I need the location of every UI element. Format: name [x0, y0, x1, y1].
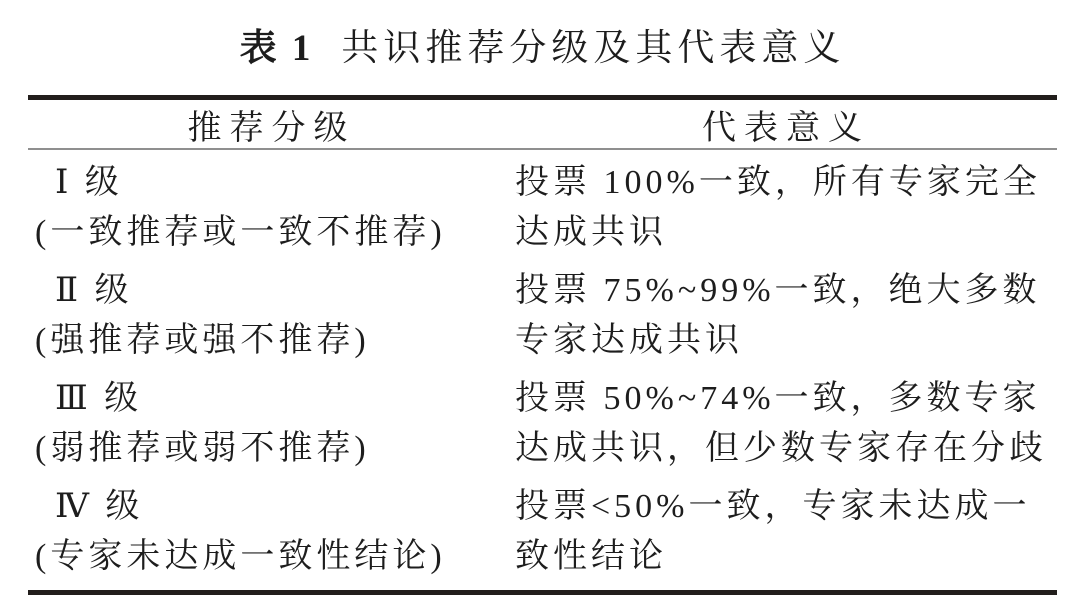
grade-cell — [28, 482, 515, 582]
meaning-cell — [515, 158, 1057, 258]
meaning-line: 达成共识 — [515, 214, 667, 251]
meaning-line: 投票 100%一致，所有专家完全 — [515, 164, 1041, 201]
meaning-cell — [515, 374, 1057, 474]
consensus-grading-table — [28, 95, 1057, 595]
grade-note: (专家未达成一致性结论) — [35, 538, 446, 575]
table-row-grade-4 — [28, 482, 1057, 582]
meaning-line: 致性结论 — [515, 538, 667, 575]
table-row-grade-2 — [28, 266, 1057, 366]
table-row-grade-3 — [28, 374, 1057, 474]
meaning-line: 达成共识，但少数专家存在分歧 — [515, 430, 1047, 467]
table-bottom-rule — [28, 590, 1057, 595]
table-header-row — [28, 100, 1057, 148]
grade-label: Ⅰ 级 — [55, 164, 123, 201]
table-caption-label: 表 1 — [239, 28, 314, 69]
column-header-grade: 推荐分级 — [187, 109, 356, 147]
table-caption — [28, 24, 1057, 74]
meaning-cell — [515, 266, 1057, 366]
meaning-line: 专家达成共识 — [515, 322, 743, 359]
table-caption-title: 共识推荐分级及其代表意义 — [341, 28, 846, 69]
column-header-meaning: 代表意义 — [702, 109, 870, 147]
table-row-grade-1 — [28, 158, 1057, 258]
grade-label: Ⅳ 级 — [55, 488, 144, 525]
grade-cell — [28, 266, 515, 366]
meaning-line: 投票<50%一致，专家未达成一 — [515, 488, 1031, 525]
grade-note: (强推荐或强不推荐) — [35, 322, 370, 359]
grade-label: Ⅱ 级 — [55, 272, 133, 309]
meaning-cell — [515, 482, 1057, 582]
grade-note: (弱推荐或弱不推荐) — [35, 430, 370, 467]
grade-label: Ⅲ 级 — [55, 380, 143, 417]
table-body — [28, 158, 1057, 582]
meaning-line: 投票 75%~99%一致，绝大多数 — [515, 272, 1041, 309]
grade-cell — [28, 158, 515, 258]
grade-note: (一致推荐或一致不推荐) — [35, 214, 446, 251]
grade-cell — [28, 374, 515, 474]
meaning-line: 投票 50%~74%一致，多数专家 — [515, 380, 1041, 417]
